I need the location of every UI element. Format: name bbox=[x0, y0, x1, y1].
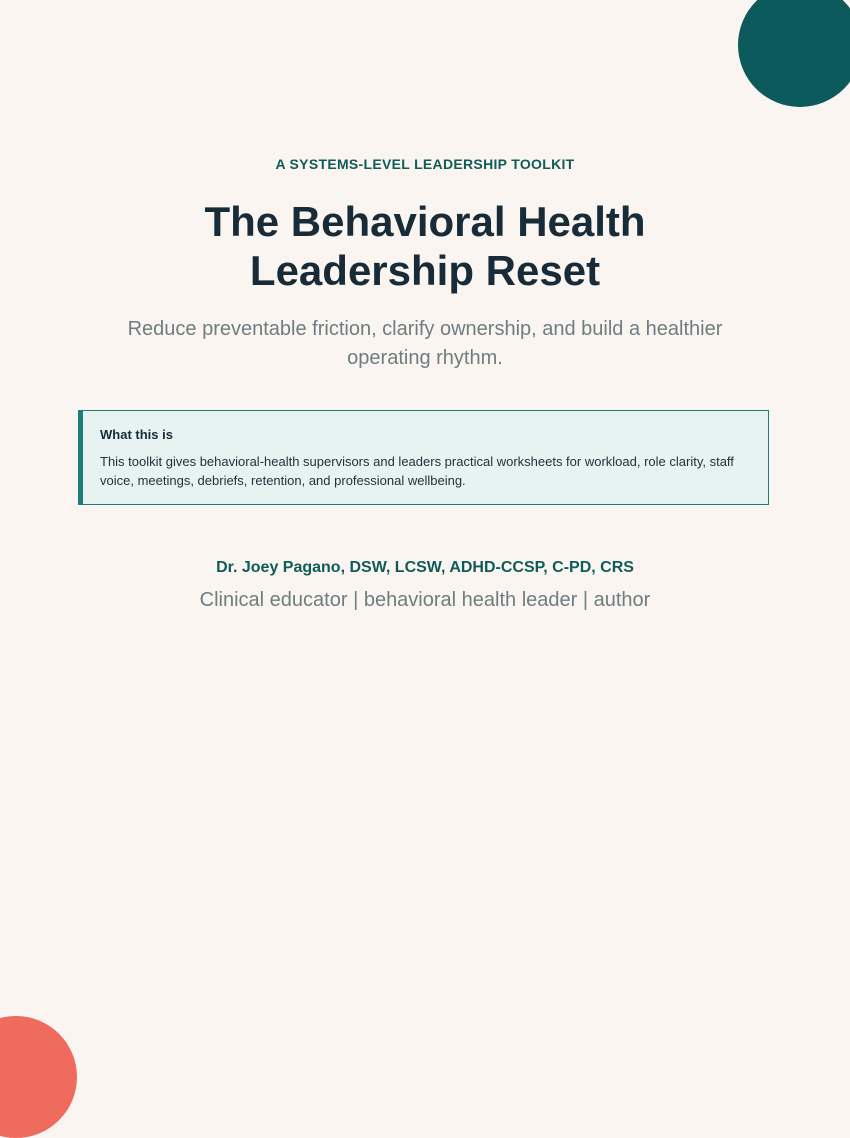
eyebrow-label: A SYSTEMS-LEVEL LEADERSHIP TOOLKIT bbox=[275, 156, 575, 172]
what-this-is-callout bbox=[78, 410, 769, 505]
document-subtitle: Reduce preventable friction, clarify ownership, and build a healthier operating rhythm. bbox=[127, 318, 723, 369]
decorative-circle-top-right bbox=[738, 0, 850, 107]
decorative-circle-bottom-left bbox=[0, 1016, 77, 1138]
author-name: Dr. Joey Pagano, DSW, LCSW, ADHD-CCSP, C-PD, CRS bbox=[216, 559, 634, 576]
callout-heading: What this is bbox=[100, 427, 173, 442]
document-title: The Behavioral Health Leadership Reset bbox=[204, 198, 646, 294]
callout-body: This toolkit gives behavioral-health supervisors and leaders practical worksheets for workload, role clarity, staff voice, meetings, debriefs, retention, and professional wellbeing. bbox=[100, 454, 734, 488]
author-roles: Clinical educator | behavioral health leader | author bbox=[199, 589, 651, 611]
